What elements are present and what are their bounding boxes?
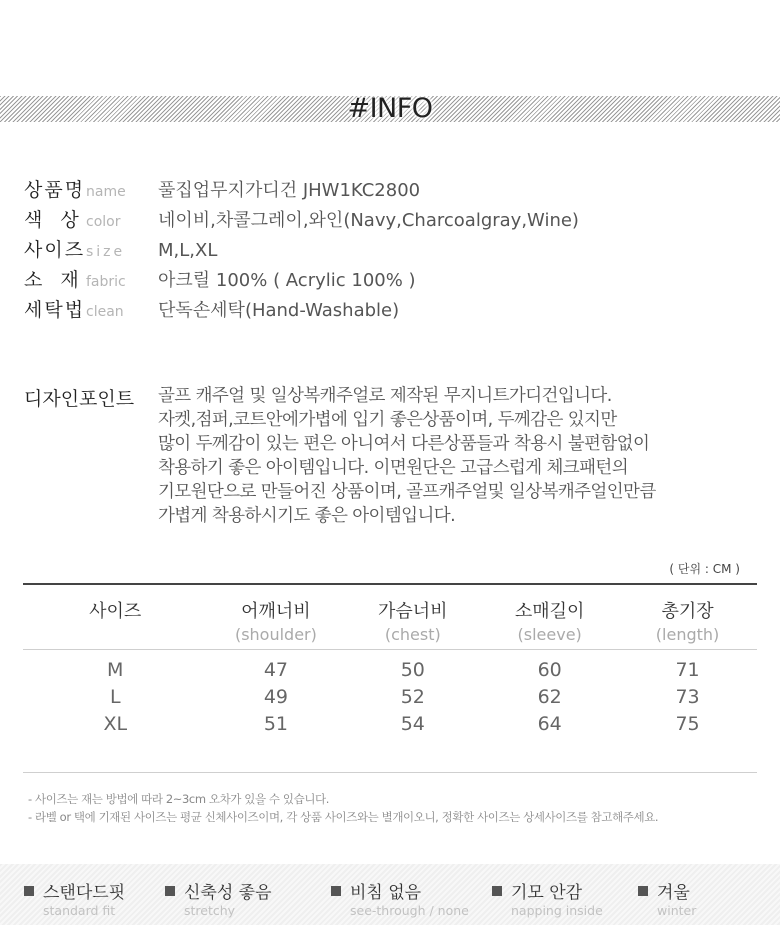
feature-napping [492, 878, 603, 918]
feature-stretchy [165, 878, 272, 918]
table-cell: 62 [537, 685, 562, 708]
feature-label-en: see-through / none [350, 903, 469, 918]
spec-key: 색 상 [24, 209, 81, 231]
spec-row-fabric [24, 265, 579, 295]
note-line: - 사이즈는 재는 방법에 따라 2~3cm 오차가 있을 수 있습니다. [28, 792, 329, 806]
spec-row-name [24, 175, 579, 205]
table-cell: 64 [537, 712, 562, 735]
spec-value: 아크릴 100% ( Acrylic 100% ) [158, 270, 416, 291]
table-cell: 50 [400, 658, 425, 681]
size-table [23, 583, 757, 737]
feature-label: 비침 없음 [350, 883, 422, 903]
header-label-en: (shoulder) [234, 625, 317, 644]
square-bullet-icon [492, 886, 502, 896]
design-line: 착용하기 좋은 아이템입니다. 이면원단은 고급스럽게 체크패턴의 [158, 458, 629, 478]
design-line: 많이 두께감이 있는 편은 아니여서 다른상품들과 착용시 불편함없이 [158, 434, 650, 454]
spec-row-color [24, 205, 579, 235]
table-cell: 52 [400, 685, 425, 708]
table-cell: M [107, 658, 124, 681]
table-cell: 51 [263, 712, 289, 735]
spec-key-en: clean [86, 304, 124, 320]
square-bullet-icon [24, 886, 34, 896]
feature-standard-fit [24, 878, 125, 918]
header-cell [481, 585, 618, 649]
feature-label: 스탠다드핏 [43, 883, 126, 903]
header-label: 어깨너비 [241, 601, 311, 622]
table-cell: 49 [263, 685, 289, 708]
design-line: 자켓,점퍼,코트안에가볍에 입기 좋은상품이며, 두께감은 있지만 [158, 410, 617, 430]
table-row [23, 710, 757, 737]
spec-key-en: name [86, 184, 126, 200]
table-bottom-rule [23, 772, 757, 773]
header-cell [344, 585, 481, 649]
size-unit: ( 단위 : CM ) [669, 562, 740, 576]
design-point-label: 디자인포인트 [24, 388, 135, 410]
table-header [23, 585, 757, 649]
spec-key-en: color [86, 214, 121, 230]
header-label: 총기장 [661, 601, 714, 622]
header-label-en: (length) [655, 625, 720, 644]
spec-row-clean [24, 295, 579, 325]
header-label-en: (sleeve) [517, 625, 582, 644]
spec-row-size [24, 235, 579, 265]
feature-winter [638, 878, 696, 918]
table-cell: 47 [263, 658, 289, 681]
table-cell: 60 [537, 658, 562, 681]
square-bullet-icon [165, 886, 175, 896]
spec-key: 세탁법 [24, 299, 86, 321]
table-cell: L [109, 685, 121, 708]
table-row [23, 683, 757, 710]
spec-key-en: fabric [86, 274, 126, 290]
size-notes [28, 790, 658, 826]
header-label: 소매길이 [514, 601, 585, 622]
feature-label: 신축성 좋음 [184, 883, 272, 903]
table-cell: 75 [675, 712, 700, 735]
feature-label-en: napping inside [511, 903, 603, 918]
header-label: 가슴너비 [378, 601, 448, 622]
table-cell: 73 [675, 685, 700, 708]
table-row [23, 656, 757, 683]
table-body [23, 650, 757, 737]
feature-strip [0, 864, 780, 925]
design-line: 골프 캐주얼 및 일상복캐주얼로 제작된 무지니트가디건입니다. [158, 386, 612, 406]
header-cell [207, 585, 344, 649]
square-bullet-icon [331, 886, 341, 896]
feature-see-through [331, 878, 469, 918]
feature-label: 겨울 [657, 883, 690, 903]
design-line: 가볍게 착용하시기도 좋은 아이템입니다. [158, 506, 456, 526]
spec-key-en: size [86, 244, 126, 260]
spec-value: 단독손세탁(Hand-Washable) [158, 300, 400, 321]
design-line: 기모원단으로 만들어진 상품이며, 골프캐주얼및 일상복캐주얼인만큼 [158, 482, 656, 502]
table-cell: 71 [675, 658, 700, 681]
header-cell [618, 585, 757, 649]
spec-key: 사이즈 [24, 239, 86, 261]
spec-key: 소 재 [24, 269, 81, 291]
header-cell [23, 585, 207, 649]
info-banner [0, 93, 780, 124]
header-label-en: (chest) [384, 625, 441, 644]
spec-value: 풀집업무지가디건 JHW1KC2800 [158, 180, 421, 201]
design-point [24, 384, 656, 528]
feature-label: 기모 안감 [511, 883, 583, 903]
square-bullet-icon [638, 886, 648, 896]
info-title: #INFO [347, 93, 433, 124]
spec-value: 네이비,차콜그레이,와인(Navy,Charcoalgray,Wine) [158, 210, 579, 231]
spec-list [24, 175, 579, 325]
feature-label-en: winter [657, 903, 697, 918]
note-line: - 라벨 or 택에 기재된 사이즈는 평균 신체사이즈이며, 각 상품 사이즈와는 별개이오니, 정확한 사이즈는 상세사이즈를 참고해주세요. [28, 810, 659, 824]
header-label: 사이즈 [89, 601, 142, 622]
table-cell: 54 [400, 712, 425, 735]
table-cell: XL [103, 712, 128, 735]
design-point-text [158, 384, 656, 528]
feature-label-en: stretchy [184, 903, 236, 918]
spec-value: M,L,XL [158, 240, 218, 261]
spec-key: 상품명 [24, 179, 86, 201]
feature-label-en: standard fit [43, 903, 116, 918]
